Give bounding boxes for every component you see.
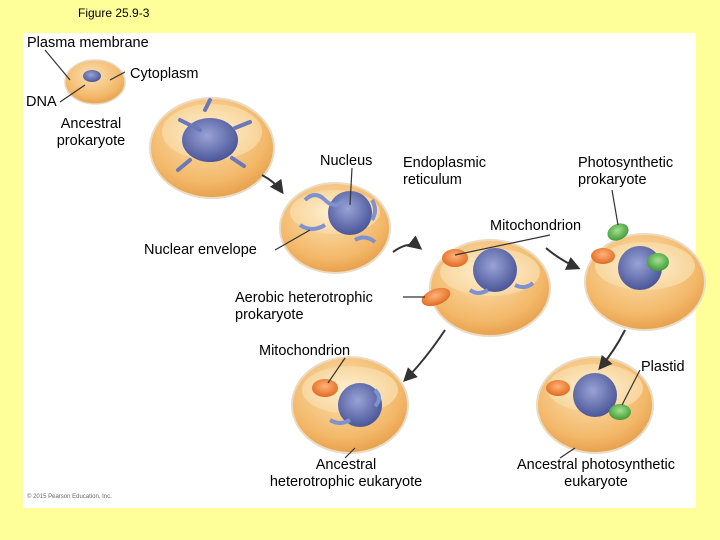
label-plastid: Plastid — [641, 359, 685, 375]
label-plasma-membrane: Plasma membrane — [27, 35, 149, 51]
label-endoplasmic-reticulum — [403, 155, 486, 189]
label-line: Ancestral photosynthetic — [517, 457, 675, 473]
ancestral-prokaryote-cell — [150, 98, 274, 198]
label-line: Ancestral — [315, 457, 377, 473]
cell-nucleus-er — [280, 183, 390, 273]
label-nuclear-envelope: Nuclear envelope — [144, 242, 257, 258]
label-line: heterotrophic eukaryote — [269, 474, 423, 490]
arrow-4 — [405, 330, 445, 380]
label-nucleus: Nucleus — [320, 153, 373, 169]
label-mitochondrion-top: Mitochondrion — [490, 218, 582, 234]
label-ancestral-heterotrophic-eukaryote — [250, 457, 442, 491]
label-mitochondrion-mid: Mitochondrion — [259, 343, 351, 359]
photosynthetic-eukaryote-cell — [537, 357, 653, 453]
label-photosynthetic-prokaryote — [578, 155, 673, 189]
label-line: Aerobic heterotrophic — [235, 290, 373, 306]
prokaryote-cell-small — [65, 60, 125, 104]
label-line: eukaryote — [564, 474, 628, 490]
label-ancestral-photosynthetic-eukaryote — [496, 457, 696, 491]
cell-with-mitochondria-2 — [585, 234, 705, 330]
label-cytoplasm: Cytoplasm — [130, 66, 199, 82]
label-line: prokaryote — [578, 172, 647, 188]
arrow-2 — [393, 245, 420, 252]
label-line: reticulum — [403, 172, 462, 188]
label-line: Ancestral — [60, 116, 122, 132]
arrow-1 — [262, 175, 282, 192]
label-line: prokaryote — [235, 307, 304, 323]
label-dna: DNA — [26, 94, 57, 110]
label-line: Endoplasmic — [403, 155, 487, 171]
label-line: Photosynthetic — [578, 155, 674, 171]
label-ancestral-prokaryote — [50, 116, 132, 150]
heterotrophic-eukaryote-cell — [292, 357, 408, 453]
label-aerobic-heterotrophic-prokaryote — [235, 290, 373, 324]
cell-with-mitochondria-1 — [430, 240, 550, 336]
figure-number: Figure 25.9-3 — [78, 6, 150, 20]
copyright: © 2015 Pearson Education, Inc. — [27, 494, 112, 500]
arrow-3 — [546, 248, 578, 268]
label-line: prokaryote — [56, 133, 126, 149]
